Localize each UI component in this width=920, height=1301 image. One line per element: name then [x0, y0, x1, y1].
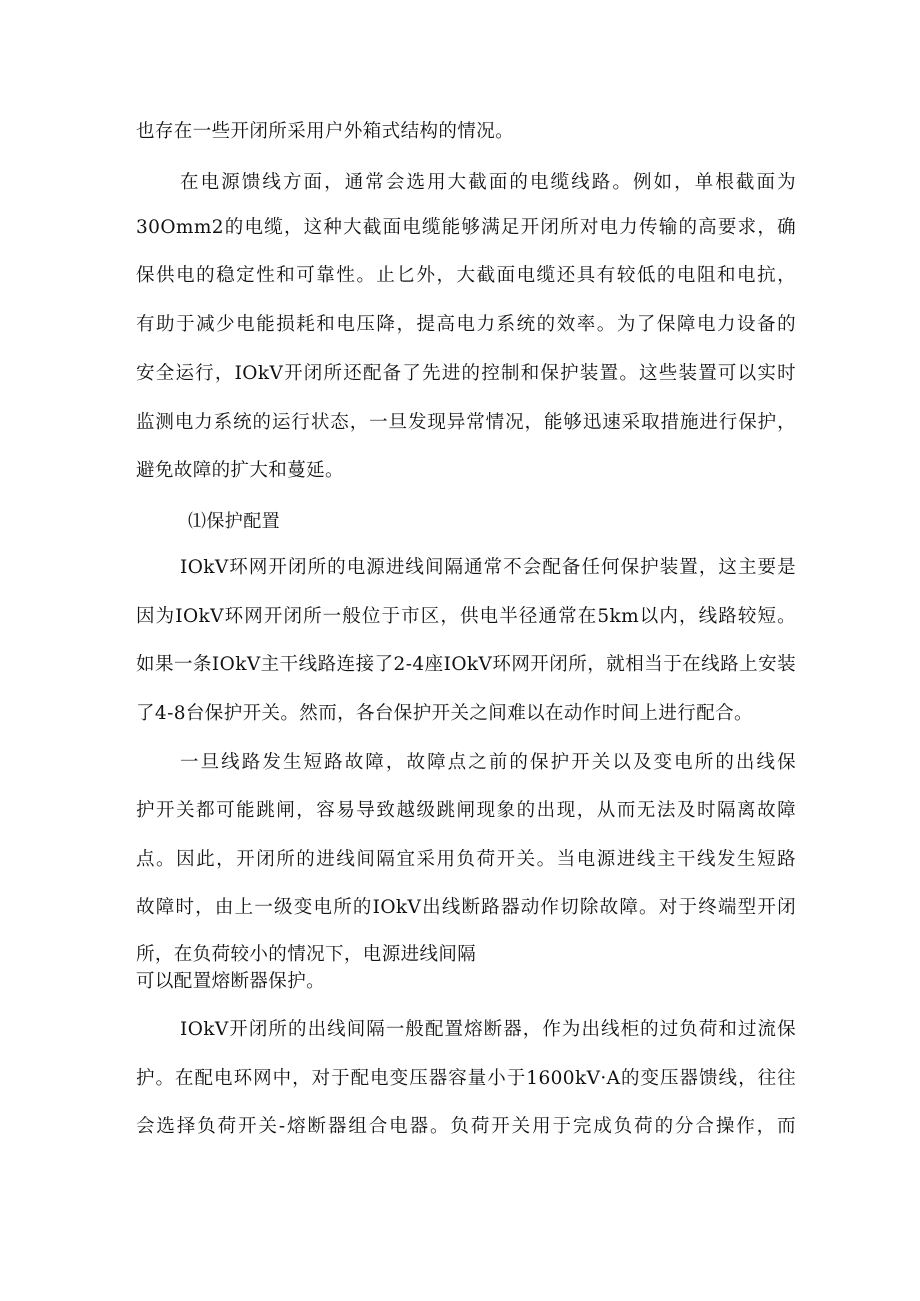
paragraph-line: 一旦线路发生短路故障，故障点之前的保护开关以及变电所的出线保: [180, 752, 796, 773]
paragraph-line: 故障时，由上一级变电所的IOkV出线断路器动作切除故障。对于终端型开闭: [136, 897, 796, 918]
paragraph-line: 因为IOkV环网开闭所一般位于市区，供电半径通常在5km以内，线路较短。: [136, 606, 796, 627]
paragraph-line: 在电源馈线方面，通常会选用大截面的电缆线路。例如，单根截面为: [180, 172, 796, 193]
paragraph-line: 避免故障的扩大和蔓延。: [136, 460, 344, 481]
paragraph-line: IOkV开闭所的出线间隔一般配置熔断器，作为出线柜的过负荷和过流保: [180, 1019, 796, 1040]
paragraph-line: 有助于减少电能损耗和电压降，提高电力系统的效率。为了保障电力设备的: [136, 314, 796, 335]
section-heading: ⑴保护配置: [188, 511, 280, 532]
paragraph-line: 了4-8台保护开关。然而，各台保护开关之间难以在动作时间上进行配合。: [136, 703, 753, 724]
paragraph-line: 护。在配电环网中，对于配电变压器容量小于1600kV·A的变压器馈线，往往: [136, 1068, 796, 1089]
paragraph-line: IOkV环网开闭所的电源进线间隔通常不会配备任何保护装置，这主要是: [180, 557, 796, 578]
paragraph-line: 所，在负荷较小的情况下，电源进线间隔: [136, 944, 477, 965]
paragraph-line: 会选择负荷开关-熔断器组合电器。负荷开关用于完成负荷的分合操作，而: [136, 1116, 796, 1137]
paragraph-line: 保供电的稳定性和可靠性。止匕外，大截面电缆还具有较低的电阻和电抗，: [136, 265, 796, 286]
paragraph-line: 可以配置熔断器保护。: [136, 971, 326, 992]
paragraph-line: 监测电力系统的运行状态，一旦发现异常情况，能够迅速采取措施进行保护，: [136, 412, 796, 433]
paragraph-line: 30Omm2的电缆，这种大截面电缆能够满足开闭所对电力传输的高要求，确: [136, 217, 796, 238]
paragraph-line: 点。因此，开闭所的进线间隔宜采用负荷开关。当电源进线主干线发生短路: [136, 849, 796, 870]
paragraph-line: 如果一条IOkV主干线路连接了2-4座IOkV环网开闭所，就相当于在线路上安装: [136, 654, 796, 675]
paragraph-line: 护开关都可能跳闸，容易导致越级跳闸现象的出现，从而无法及时隔离故障: [136, 800, 796, 821]
paragraph-line: 也存在一些开闭所采用户外箱式结构的情况。: [136, 121, 515, 142]
paragraph-line: 安全运行，IOkV开闭所还配备了先进的控制和保护装置。这些装置可以实时: [136, 363, 796, 384]
